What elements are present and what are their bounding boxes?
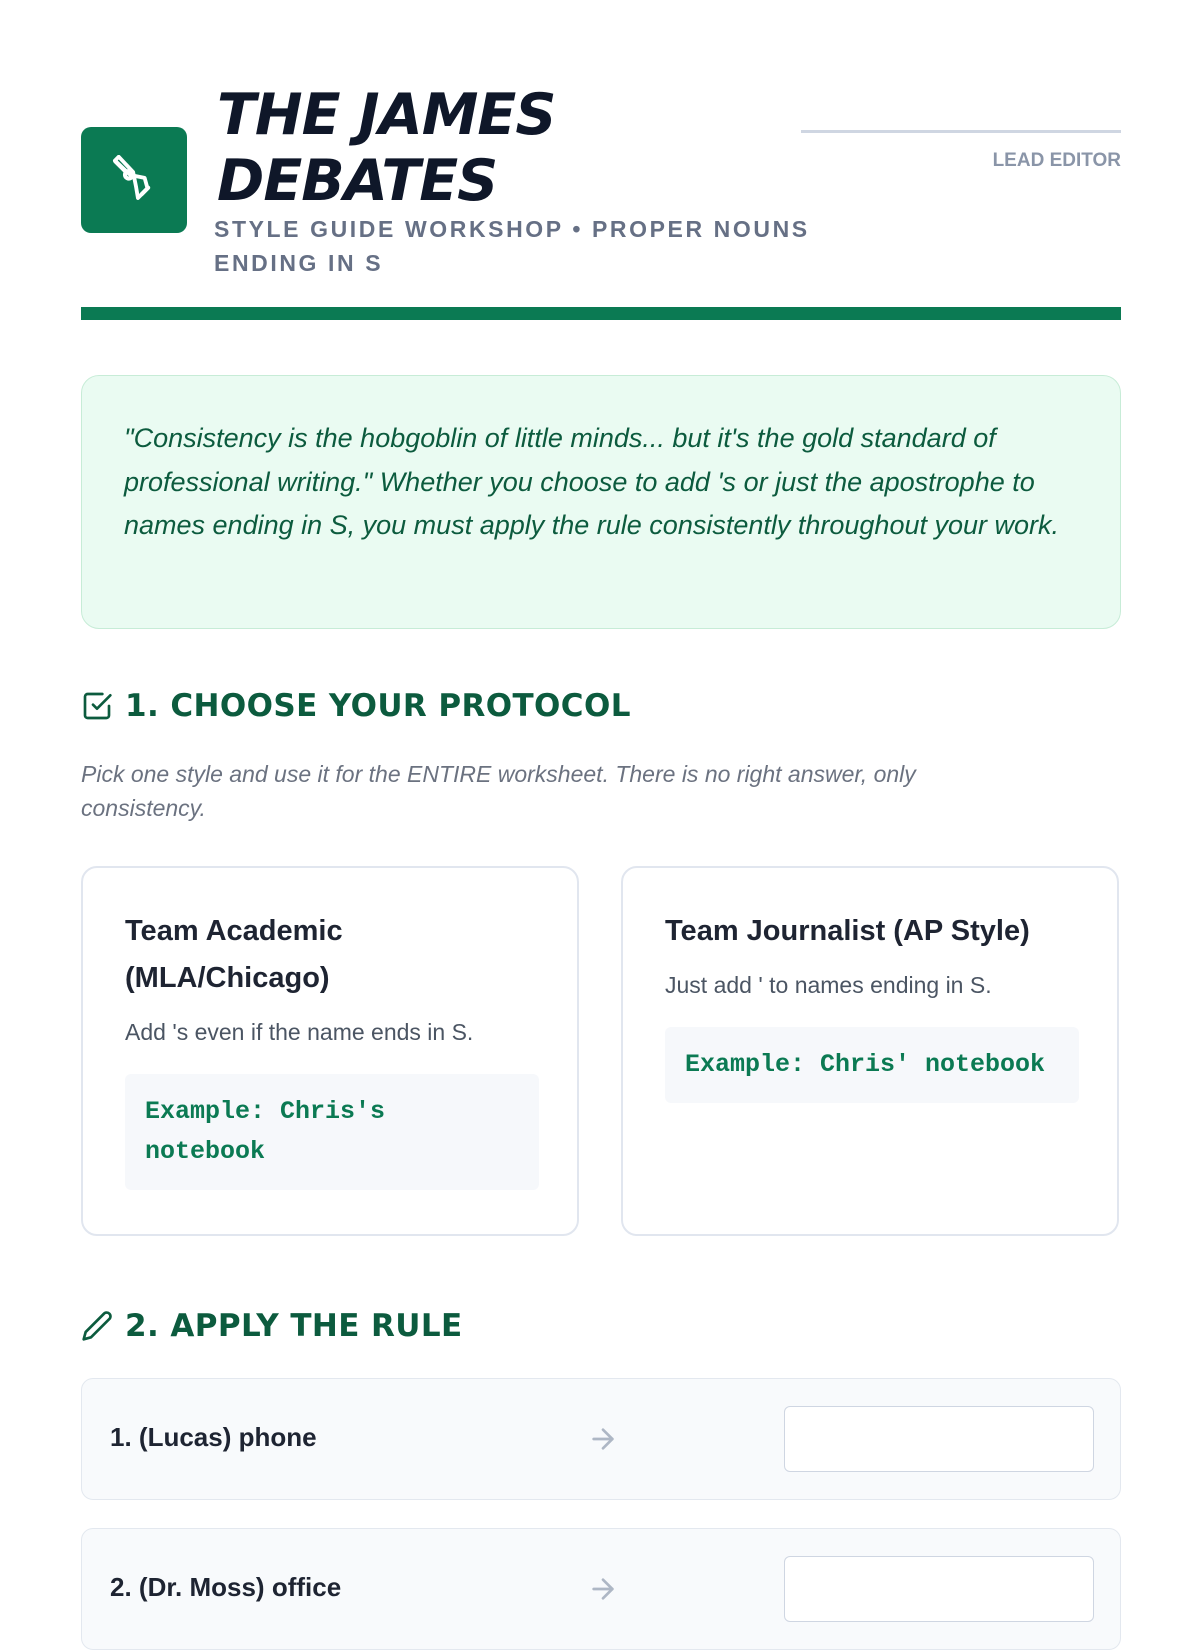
exercise-prompt: 2. (Dr. Moss) office xyxy=(110,1572,342,1602)
section-2-heading xyxy=(81,1308,463,1344)
signature-label: LEAD EDITOR xyxy=(992,150,1121,171)
answer-input[interactable] xyxy=(784,1406,1094,1472)
logo xyxy=(81,127,187,233)
pencil-icon xyxy=(81,1310,113,1342)
checkbox-icon xyxy=(81,690,113,722)
example-box xyxy=(665,1027,1079,1103)
card-description: Add 's even if the name ends in S. xyxy=(125,1019,474,1045)
exercise-row xyxy=(81,1378,1121,1500)
section-1-title: 1. CHOOSE YOUR PROTOCOL xyxy=(125,688,631,724)
page-subtitle: STYLE GUIDE WORKSHOP • PROPER NOUNS ENDING IN S xyxy=(214,216,810,276)
section-1-heading xyxy=(81,688,631,724)
signature-line xyxy=(801,130,1121,133)
arrow-right-icon xyxy=(587,1423,619,1455)
page-header xyxy=(81,80,1121,320)
example-text: Example: Chris' notebook xyxy=(685,1050,1046,1079)
example-box xyxy=(125,1074,539,1190)
protocol-card-academic[interactable] xyxy=(81,866,579,1236)
quote-text: "Consistency is the hobgoblin of little minds... but it's the gold standard of professional writing." Whether you choose to add 's or just the apostrophe to names ending in S, you must apply the rule consistently throughout your work. xyxy=(124,423,1060,540)
arrow-right-icon xyxy=(587,1573,619,1605)
protocol-card-journalist[interactable] xyxy=(621,866,1119,1236)
header-divider xyxy=(81,307,1121,320)
exercise-prompt: 1. (Lucas) phone xyxy=(110,1422,317,1452)
pen-nib-icon xyxy=(109,155,159,205)
card-title: Team Academic (MLA/Chicago) xyxy=(125,915,343,994)
quote-callout xyxy=(81,375,1121,629)
answer-input[interactable] xyxy=(784,1556,1094,1622)
page-title: THE JAMES DEBATES xyxy=(217,82,556,214)
card-description: Just add ' to names ending in S. xyxy=(665,972,992,998)
exercise-row xyxy=(81,1528,1121,1650)
section-2-title: 2. APPLY THE RULE xyxy=(125,1308,463,1344)
section-1-instructions: Pick one style and use it for the ENTIRE worksheet. There is no right answer, only consistency. xyxy=(81,761,916,821)
example-text: Example: Chris's notebook xyxy=(145,1097,386,1166)
card-title: Team Journalist (AP Style) xyxy=(665,915,1030,947)
